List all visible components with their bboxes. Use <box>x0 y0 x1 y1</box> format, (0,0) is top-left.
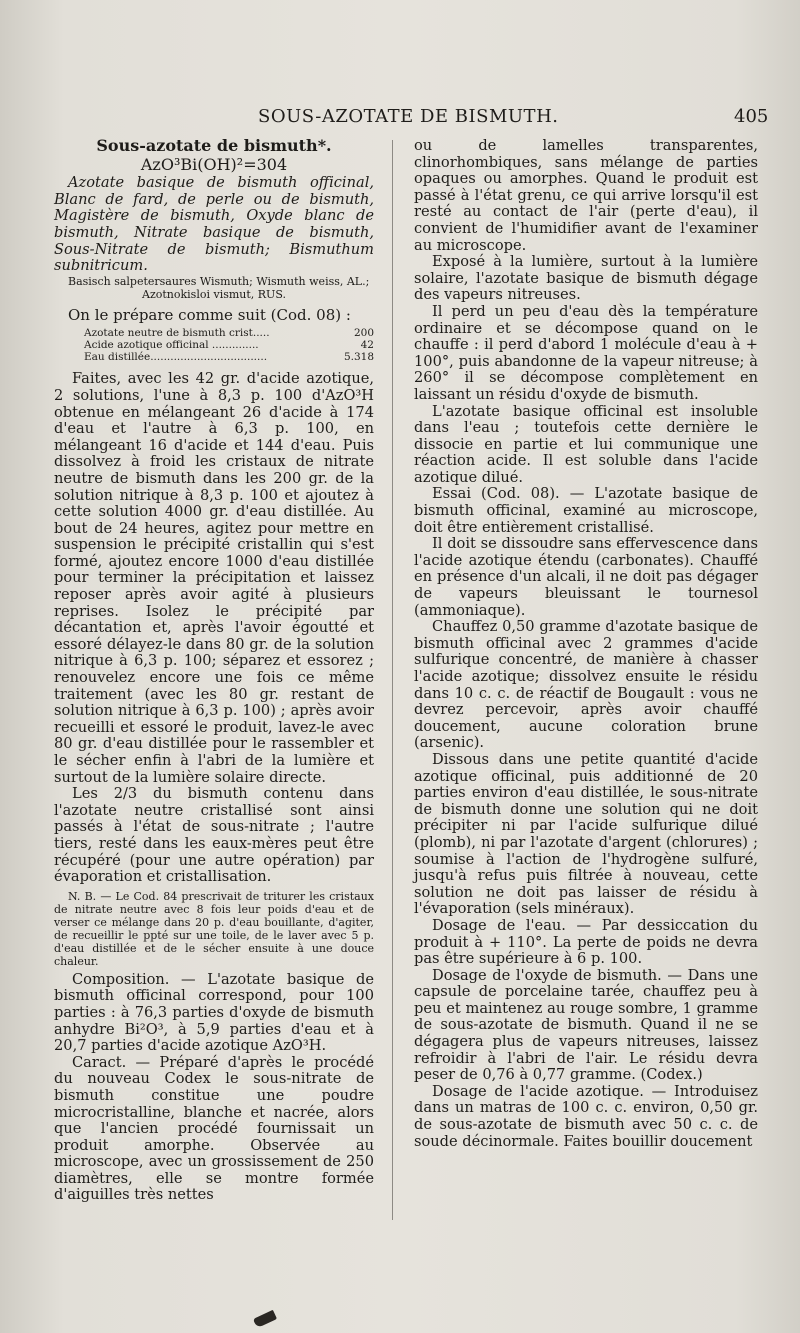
page-header <box>0 104 800 134</box>
recipe-quantity: 5.318 <box>343 351 374 364</box>
solubility-paragraph: L'azotate basique officinal est insoluble dans l'eau ; toutefois cette dernière le dissocie en partie et lui communique une réaction acide. Il est soluble dans l'acide azotique dilué. <box>414 402 758 486</box>
foreign-names-1: Basisch salpetersaures Wismuth; Wismuth weiss, AL.; <box>68 274 370 288</box>
article-title: Sous-azotate de bismuth*. <box>96 136 332 155</box>
continued-paragraph: ou de lamelles transparentes, clinorhombiques, sans mélange de parties opaques ou amorphes. Quand le produit est passé à l'état grenu, ce qui arrive lorsqu'il est resté au contact de l'air (perte d'eau), il convient de l'humidifier avant de l'examiner au microscope. <box>414 137 758 254</box>
water-dosage-paragraph: Dosage de l'eau. — Par dessiccation du produit à + 110°. La perte de poids ne devra pas être supérieure à 6 p. 100. <box>414 916 758 968</box>
recipe-table <box>84 327 374 363</box>
column-divider <box>392 140 393 1220</box>
oxide-dosage-paragraph: Dosage de l'oxyde de bismuth. — Dans une capsule de porcelaine tarée, chauffez peu à peu et maintenez au rouge sombre, 1 gramme de sous-azotate de bismuth. Quand il ne se dégagera plus de vapeurs nitreuses, laissez refroidir à l'abri de l'air. Le résidu devra peser de 0,76 à 0,77 gramme. (Codex.) <box>414 966 758 1084</box>
recipe-quantity: 200 <box>353 327 374 340</box>
heat-paragraph: Il perd un peu d'eau dès la température ordinaire et se décompose quand on le chauffe : il perd d'abord 1 molécule d'eau à + 100°, puis abandonne de la vapeur nitreuse; à 260° il se décompose complètement en laissant un résidu d'oxyde de bismuth. <box>414 302 758 403</box>
nb-note: N. B. — Le Cod. 84 prescrivait de triturer les cristaux de nitrate neutre avec 8 fois leur poids d'eau et de verser ce mélange dans 20 p. d'eau bouillante, d'agiter, de recueillir le ppté sur une toile, de le laver avec 5 p. d'eau distillée et de le sécher ensuite à une douce chaleur. <box>54 889 374 968</box>
recipe-ingredient: Acide azotique officinal .............. <box>84 339 259 352</box>
impurities-paragraph: Dissous dans une petite quantité d'acide azotique officinal, puis additionné de 20 parties environ d'eau distillée, le sous-nitrate de bismuth donne une solution qui ne doit précipiter ni par l'acide sulfurique dilué (plomb), ni par l'azotate d'argent (chlorures) ; soumise à l'action de l'hydrogène sulfuré, jusqu'à refus puis filtrée à nouveau, cette solution ne doit pas laisser de résidu à l'évaporation (sels minéraux). <box>414 750 758 918</box>
recipe-ingredient: Eau distillée................................... <box>84 351 268 364</box>
recipe-row <box>84 327 374 339</box>
right-column <box>414 138 758 1150</box>
preparation-intro: On le prépare comme suit (Cod. 08) : <box>68 305 351 324</box>
composition-paragraph: Composition. — L'azotate basique de bismuth officinal correspond, pour 100 parties : à 76,3 parties d'oxyde de bismuth anhydre Bi²O³, à 5,9 parties d'eau et à 20,7 parties d'acide azotique AzO³H. <box>54 970 374 1055</box>
page-number: 405 <box>734 106 769 127</box>
preparation-paragraph: Faites, avec les 42 gr. d'acide azotique, 2 solutions, l'une à 8,3 p. 100 d'AzO³H obtenue en mélangeant 26 d'acide à 174 d'eau et l'autre à 6,3 p. 100, en mélangeant 16 d'acide et 144 d'eau. Puis dissolvez à froid les cristaux de nitrate neutre de bismuth dans les 200 gr. de la solution nitrique à 8,3 p. 100 et ajoutez à cette solution 4000 gr. d'eau distillée. Au bout de 24 heures, agitez pour mettre en suspension le précipité cristallin qui s'est formé, ajoutez encore 1000 d'eau distillée pour terminer la précipitation et laissez reposer après avoir agité à plusieurs reprises. Isolez le précipité par décantation et, après l'avoir égoutté et essoré délayez-le dans 80 gr. de la solution nitrique à 6,3 p. 100; séparez et essorez ; renouvelez encore une fois ce même traitement (avec les 80 gr. restant de solution nitrique à 6,3 p. 100) ; après avoir recueilli et essoré le produit, lavez-le avec 80 gr. d'eau distillée pour le rassembler et le sécher enfin à l'abri de la lumière et surtout de la lumière solaire directe. <box>54 370 374 786</box>
yield-paragraph: Les 2/3 du bismuth contenu dans l'azotate neutre cristallisé sont ainsi passés à l'état de sous-nitrate ; l'autre tiers, resté dans les eaux-mères peut être récupéré (pour une autre opération) par évaporation et cristallisation. <box>54 785 374 886</box>
recipe-row <box>84 351 374 363</box>
left-column <box>54 138 374 1204</box>
running-head: SOUS-AZOTATE DE BISMUTH. <box>258 106 559 127</box>
nitric-acid-dosage-paragraph: Dosage de l'acide azotique. — Introduisez dans un matras de 100 c. c. environ, 0,50 gr. de sous-azotate de bismuth avec 50 c. c. de soude décinormale. Faites bouillir doucement <box>414 1082 758 1150</box>
chemical-formula: AzO³Bi(OH)²=304 <box>140 154 288 174</box>
carbonates-paragraph: Il doit se dissoudre sans effervescence dans l'acide azotique étendu (carbonates). Chauffé en présence d'un alcali, il ne doit pas dégager de vapeurs bleuissant le tournesol (ammoniaque). <box>414 535 758 619</box>
recipe-row <box>84 339 374 351</box>
light-exposure-paragraph: Exposé à la lumière, surtout à la lumière solaire, l'azotate basique de bismuth dégage des vapeurs nitreuses. <box>414 253 758 304</box>
characters-paragraph: Caract. — Préparé d'après le procédé du nouveau Codex le sous-nitrate de bismuth constitue une poudre microcristalline, blanche et nacrée, alors que l'ancien procédé fournissait un produit amorphe. Observée au microscope, avec un grossissement de 250 diamètres, elle se montre formée d'aiguilles très nettes <box>54 1053 374 1204</box>
assay-paragraph: Essai (Cod. 08). — L'azotate basique de bismuth officinal, examiné au microscope, doit être entièrement cristallisé. <box>414 485 758 536</box>
recipe-quantity: 42 <box>360 339 374 352</box>
recipe-ingredient: Azotate neutre de bismuth crist..... <box>84 327 270 340</box>
synonyms: Azotate basique de bismuth officinal, Blanc de fard, de perle ou de bismuth, Magistère de bismuth, Oxyde blanc de bismuth, Nitrate basique de bismuth, Sous-Nitrate de bismuth; Bismuthum subnitricum. <box>54 174 374 275</box>
ink-mark <box>253 1310 277 1328</box>
foreign-names-2: Azotnokisloi vismut, RUS. <box>142 287 286 301</box>
arsenic-paragraph: Chauffez 0,50 gramme d'azotate basique de bismuth officinal avec 2 grammes d'acide sulfurique concentré, de manière à chasser l'acide azotique; dissolvez ensuite le résidu dans 10 c. c. de réactif de Bougault : vous ne devrez percevoir, après avoir chauffé doucement, aucune coloration brune (arsenic). <box>414 618 758 752</box>
